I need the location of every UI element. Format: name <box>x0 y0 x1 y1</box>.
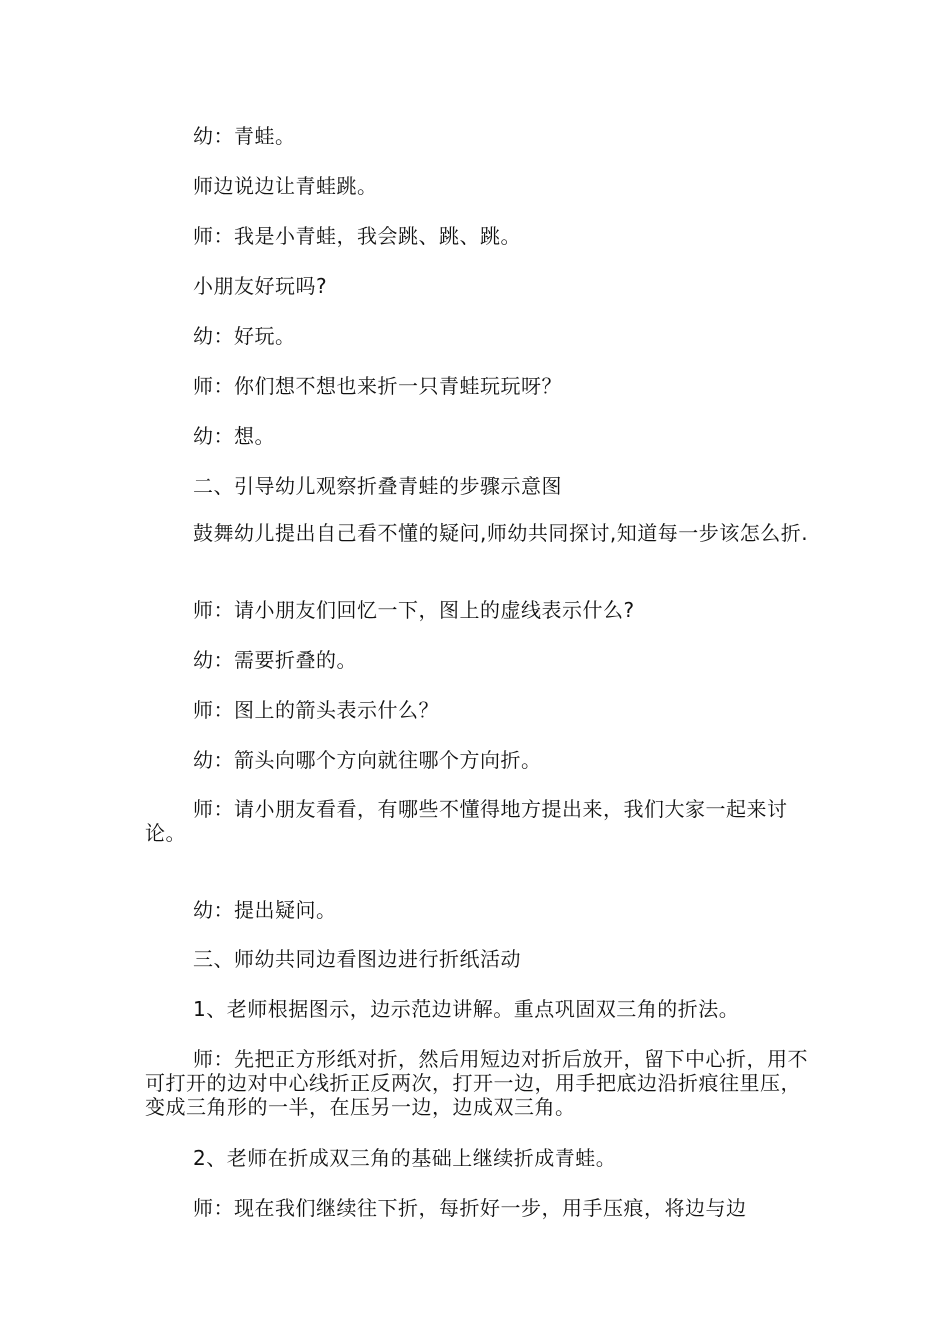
paragraph-13: 师：请小朋友看看，有哪些不懂得地方提出来，我们大家一起来讨论。 <box>145 797 788 845</box>
paragraph-16: 师：先把正方形纸对折，然后用短边对折后放开，留下中心折，用不可打开的边对中心线折正反两次，打开一边，用手把底边沿折痕往里压，变成三角形的一半，在压另一边，边成双三角。 <box>145 1047 808 1119</box>
paragraph-4: 小朋友好玩吗? <box>193 274 328 298</box>
paragraph-8: 鼓舞幼儿提出自己看不懂的疑问,师幼共同探讨,知道每一步该怎么折. <box>193 521 809 545</box>
paragraph-3: 师：我是小青蛙，我会跳、跳、跳。 <box>193 224 521 248</box>
paragraph-2: 师边说边让青蛙跳。 <box>193 174 378 198</box>
section-heading-3: 三、师幼共同边看图边进行折纸活动 <box>193 947 521 971</box>
paragraph-9: 师：请小朋友们回忆一下，图上的虚线表示什么? <box>193 598 635 622</box>
paragraph-5: 幼：好玩。 <box>193 324 296 348</box>
paragraph-6: 师：你们想不想也来折一只青蛙玩玩呀？ <box>193 374 562 398</box>
paragraph-18: 师：现在我们继续往下折，每折好一步，用手压痕，将边与边 <box>193 1196 747 1220</box>
paragraph-1: 幼：青蛙。 <box>193 124 296 148</box>
paragraph-12: 幼：箭头向哪个方向就往哪个方向折。 <box>193 748 542 772</box>
paragraph-11: 师：图上的箭头表示什么？ <box>193 698 439 722</box>
paragraph-14: 幼：提出疑问。 <box>193 898 337 922</box>
paragraph-7: 幼：想。 <box>193 424 275 448</box>
paragraph-17: 2、老师在折成双三角的基础上继续折成青蛙。 <box>193 1146 617 1170</box>
paragraph-10: 幼：需要折叠的。 <box>193 648 357 672</box>
section-heading-2: 二、引导幼儿观察折叠青蛙的步骤示意图 <box>193 474 562 498</box>
paragraph-15: 1、老师根据图示，边示范边讲解。重点巩固双三角的折法。 <box>193 997 740 1021</box>
